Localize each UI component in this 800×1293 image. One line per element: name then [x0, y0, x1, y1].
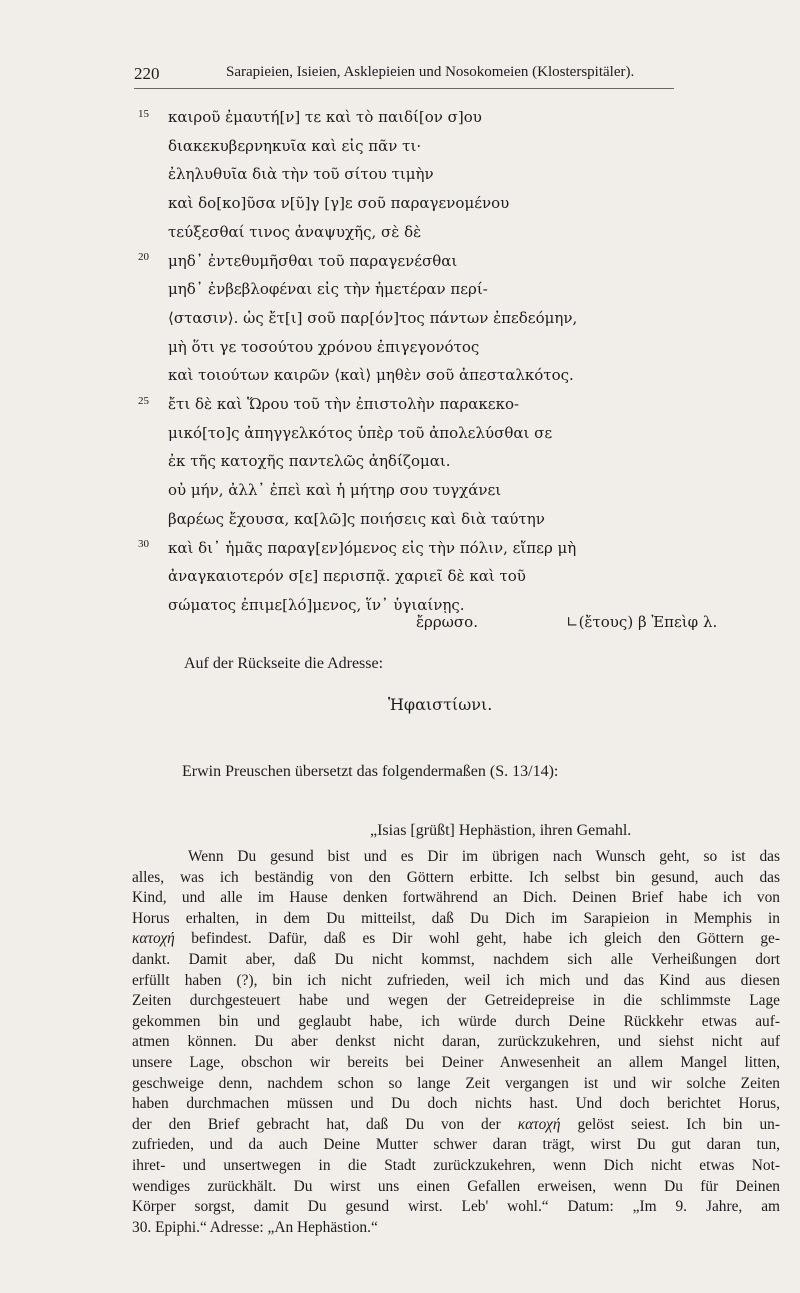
translation-line: [132, 1157, 780, 1175]
translation-line: [132, 889, 780, 907]
translation-text-run: Körper sorgst, damit Du gesund wirst. Leb' wohl.“ Datum: „Im 9. Jahre, am: [132, 1198, 780, 1215]
greek-line: καὶ δο[κο]ῦσα ν[ῦ]γ [γ]ε σοῦ παραγενομένου: [168, 194, 510, 212]
greek-line: σώματος ἐπιμε[λό]μενος, ἵν᾽ ὑγιαίνῃς.: [168, 596, 465, 614]
greek-line: ⟨στασιν⟩. ὡς ἔτ[ι] σοῦ παρ[όν]τος πάντων ἐπεδεόμην,: [168, 309, 578, 327]
translation-line: [132, 1095, 780, 1113]
translation-text-run: gelöst seiest. Ich bin un-: [560, 1116, 780, 1133]
translation-line: [132, 951, 780, 969]
translation-text-run: geschweige denn, nachdem schon so lange Zeit vergangen ist und wir solche Zeiten: [132, 1075, 780, 1092]
translation-text-run: wendiges zurückhält. Du wirst uns einen Gefallen erweisen, wenn Du für Deinen: [132, 1178, 780, 1195]
greek-line: καὶ τοιούτων καιρῶν ⟨καὶ⟩ μηθὲν σοῦ ἀπεσταλκότος.: [168, 366, 574, 384]
greek-line: καὶ δι᾽ ἡμᾶς παραγ[εν]όμενος εἰς τὴν πόλιν, εἴπερ μὴ: [168, 539, 577, 557]
translation-line: [132, 930, 780, 948]
back-side-note: Auf der Rückseite die Adresse:: [184, 655, 384, 672]
translation-line: [188, 848, 780, 866]
translation-text-run: ihret- und unsertwegen in die Stadt zurückzukehren, wenn Dich nicht etwas Not-: [132, 1157, 780, 1174]
line-number-25: 25: [138, 395, 149, 407]
line-number-20: 20: [138, 251, 149, 263]
date-line: ∟(ἔτους) β Ἐπεὶφ λ.: [566, 613, 718, 631]
translation-line: [132, 1054, 780, 1072]
translation-text-run: befindest. Dafür, daß es Dir wohl geht, habe ich gleich den Göttern ge-: [174, 930, 780, 947]
line-number-15: 15: [138, 108, 149, 120]
translation-title: „Isias [grüßt] Hephästion, ihren Gemahl.: [370, 822, 632, 839]
translation-line: [132, 1178, 780, 1196]
translation-text-run: alles, was ich beständig von den Göttern erbitte. Ich selbst bin gesund, auch das: [132, 869, 780, 886]
greek-line: μικό[το]ς ἀπηγγελκότος ὑπὲρ τοῦ ἀπολελύσθαι σε: [168, 424, 553, 442]
translation-text-run: erfüllt haben (?), bin ich nicht zufrieden, weil ich mich und das Kind aus diesen: [132, 972, 780, 989]
translation-line: [132, 972, 780, 990]
translation-text-run: Wenn Du gesund bist und es Dir im übrigen nach Wunsch geht, so ist das: [188, 848, 780, 865]
greek-line: μηδ᾽ ἐνβεβλοφέναι εἰς τὴν ἡμετέραν περί-: [168, 280, 488, 298]
translation-text-run: unsere Lage, obschon wir bereits bei Deiner Anwesenheit an allem Mangel litten,: [132, 1054, 780, 1071]
translation-text-run: Horus erhalten, in dem Du mitteilst, daß Du Dich im Sarapieion in Memphis in: [132, 910, 780, 927]
translation-line: [132, 910, 780, 928]
running-title: Sarapieien, Isieien, Asklepieien und Nosokomeien (Klosterspitäler).: [226, 64, 635, 80]
greek-line: ἐληλυθυῖα διὰ τὴν τοῦ σίτου τιμὴν: [168, 165, 434, 183]
farewell: ἔρρωσο.: [416, 613, 478, 631]
translation-text-run: zufrieden, und da auch Deine Mutter schwer daran trägt, wirst Du gut daran tun,: [132, 1136, 780, 1153]
greek-line: διακεκυβερνηκυῖα καὶ εἰς πᾶν τι·: [168, 137, 422, 155]
translation-line: [132, 1013, 780, 1031]
greek-line: ἔτι δὲ καὶ Ὥρου τοῦ τὴν ἐπιστολὴν παρακεκο-: [168, 395, 520, 413]
translation-line: [132, 1116, 780, 1134]
line-number-30: 30: [138, 538, 149, 550]
greek-line: ἐκ τῆς κατοχῆς παντελῶς ἀηδίζομαι.: [168, 452, 451, 470]
translation-line: [132, 1219, 378, 1237]
greek-line: βαρέως ἔχουσα, κα[λῶ]ς ποιήσεις καὶ διὰ ταύτην: [168, 510, 545, 528]
greek-term: κατοχή: [517, 1116, 561, 1133]
translation-text-run: haben durchmachen müssen und Du doch nichts hast. Und doch berichtet Horus,: [132, 1095, 780, 1112]
address-greek: Ἡφαιστίωνι.: [388, 695, 493, 714]
translation-line: [132, 869, 780, 887]
greek-line: οὐ μήν, ἀλλ᾽ ἐπεὶ καὶ ἡ μήτηρ σου τυγχάνει: [168, 481, 502, 499]
translation-text-run: Zeiten durchgesteuert habe und wegen der Getreidepreise in die schlimmste Lage: [132, 992, 780, 1009]
greek-line: καιροῦ ἐμαυτή[ν] τε καὶ τὸ παιδί[ον σ]ου: [168, 108, 482, 126]
translation-intro: Erwin Preuschen übersetzt das folgendermaßen (S. 13/14):: [182, 763, 559, 780]
page-number: 220: [134, 64, 160, 83]
greek-line: ἀναγκαιοτερόν σ[ε] περισπᾷ. χαριεῖ δὲ καὶ τοῦ: [168, 567, 526, 585]
translation-text-run: atmen können. Du aber denkst nicht daran, zurückzukehren, und siehst nicht auf: [132, 1033, 780, 1050]
translation-text-run: 30. Epiphi.“ Adresse: „An Hephästion.“: [132, 1219, 378, 1236]
translation-line: [132, 1198, 780, 1216]
greek-term: κατοχή: [132, 930, 175, 947]
translation-line: [132, 1136, 780, 1154]
greek-line: τεύξεσθαί τινος ἀναψυχῆς, σὲ δὲ: [168, 223, 422, 241]
translation-text-run: dankt. Damit aber, daß Du nicht kommst, nachdem sich alle Verheißungen dort: [132, 951, 780, 968]
translation-text-run: der den Brief gebracht hat, daß Du von der: [132, 1116, 518, 1133]
translation-text-run: Kind, und alle im Hause denken fortwährend an Dich. Deinen Brief habe ich von: [132, 889, 780, 906]
translation-line: [132, 1075, 780, 1093]
translation-line: [132, 1033, 780, 1051]
greek-line: μηδ᾽ ἐντεθυμῆσθαι τοῦ παραγενέσθαι: [168, 252, 458, 270]
header-rule: [134, 88, 674, 89]
translation-line: [132, 992, 780, 1010]
greek-line: μὴ ὅτι γε τοσούτου χρόνου ἐπιγεγονότος: [168, 338, 480, 356]
translation-text-run: gekommen bin und geglaubt habe, ich würde durch Deine Rückkehr etwas auf-: [132, 1013, 780, 1030]
